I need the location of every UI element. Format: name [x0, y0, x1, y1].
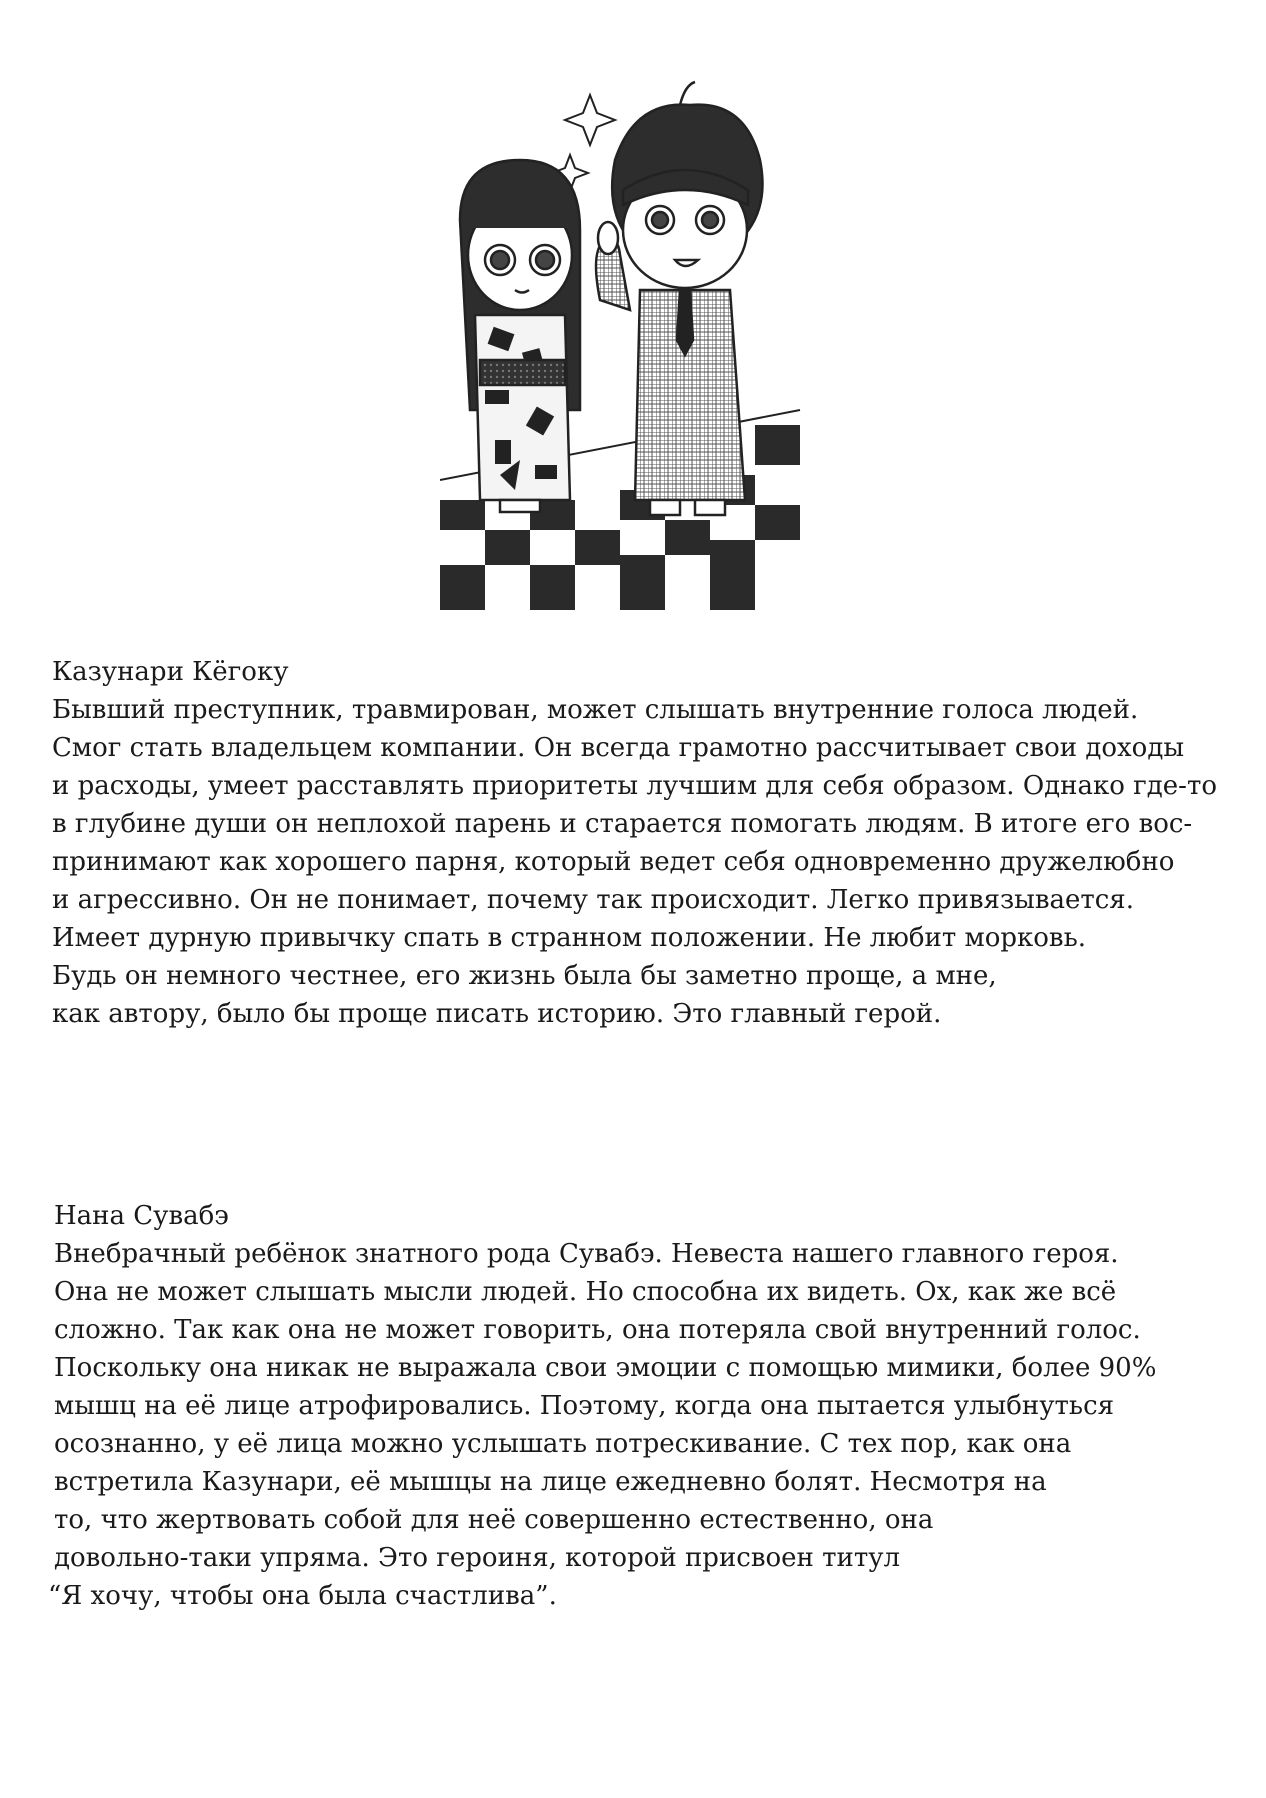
description-line: Внебрачный ребёнок знатного рода Сувабэ. Невеста нашего главного героя. — [54, 1239, 1119, 1269]
character-name: Казунари Кёгоку — [52, 657, 289, 687]
chibi-characters-illustration — [440, 80, 880, 610]
description-line: принимают как хорошего парня, который ведет себя одновременно дружелюбно — [52, 847, 1175, 877]
description-line: мышц на её лице атрофировались. Поэтому, когда она пытается улыбнуться — [54, 1391, 1115, 1421]
character-profile-kazunari — [52, 653, 1217, 1033]
character-name: Нана Сувабэ — [54, 1201, 229, 1231]
girl-figure — [460, 160, 580, 512]
description-line: “Я хочу, чтобы она была счастлива”. — [48, 1581, 557, 1611]
description-line: то, что жертвовать собой для неё совершенно естественно, она — [54, 1505, 934, 1535]
description-line: Бывший преступник, травмирован, может слышать внутренние голоса людей. — [52, 695, 1139, 725]
description-line: как автору, было бы проще писать историю. Это главный герой. — [52, 999, 942, 1029]
description-line: сложно. Так как она не может говорить, она потеряла свой внутренний голос. — [54, 1315, 1141, 1345]
description-line: и расходы, умеет расставлять приоритеты лучшим для себя образом. Однако где-то — [52, 771, 1217, 801]
description-line: осознанно, у её лица можно услышать потрескивание. С тех пор, как она — [54, 1429, 1072, 1459]
description-line: Смог стать владельцем компании. Он всегда грамотно рассчитывает свои доходы — [52, 733, 1185, 763]
description-line: и агрессивно. Он не понимает, почему так происходит. Легко привязывается. — [52, 885, 1134, 915]
description-line: в глубине души он неплохой парень и старается помогать людям. В итоге его вос- — [52, 809, 1193, 839]
description-line: Она не может слышать мысли людей. Но способна их видеть. Ох, как же всё — [54, 1277, 1117, 1307]
description-line: Имеет дурную привычку спать в странном положении. Не любит морковь. — [52, 923, 1086, 953]
description-line: довольно-таки упряма. Это героиня, которой присвоен титул — [54, 1543, 901, 1573]
character-profile-nana — [48, 1197, 1157, 1615]
description-line: Будь он немного честнее, его жизнь была бы заметно проще, а мне, — [52, 961, 997, 991]
description-line: встретила Казунари, её мышцы на лице ежедневно болят. Несмотря на — [54, 1467, 1047, 1497]
description-line: Поскольку она никак не выражала свои эмоции с помощью мимики, более 90% — [54, 1353, 1157, 1383]
